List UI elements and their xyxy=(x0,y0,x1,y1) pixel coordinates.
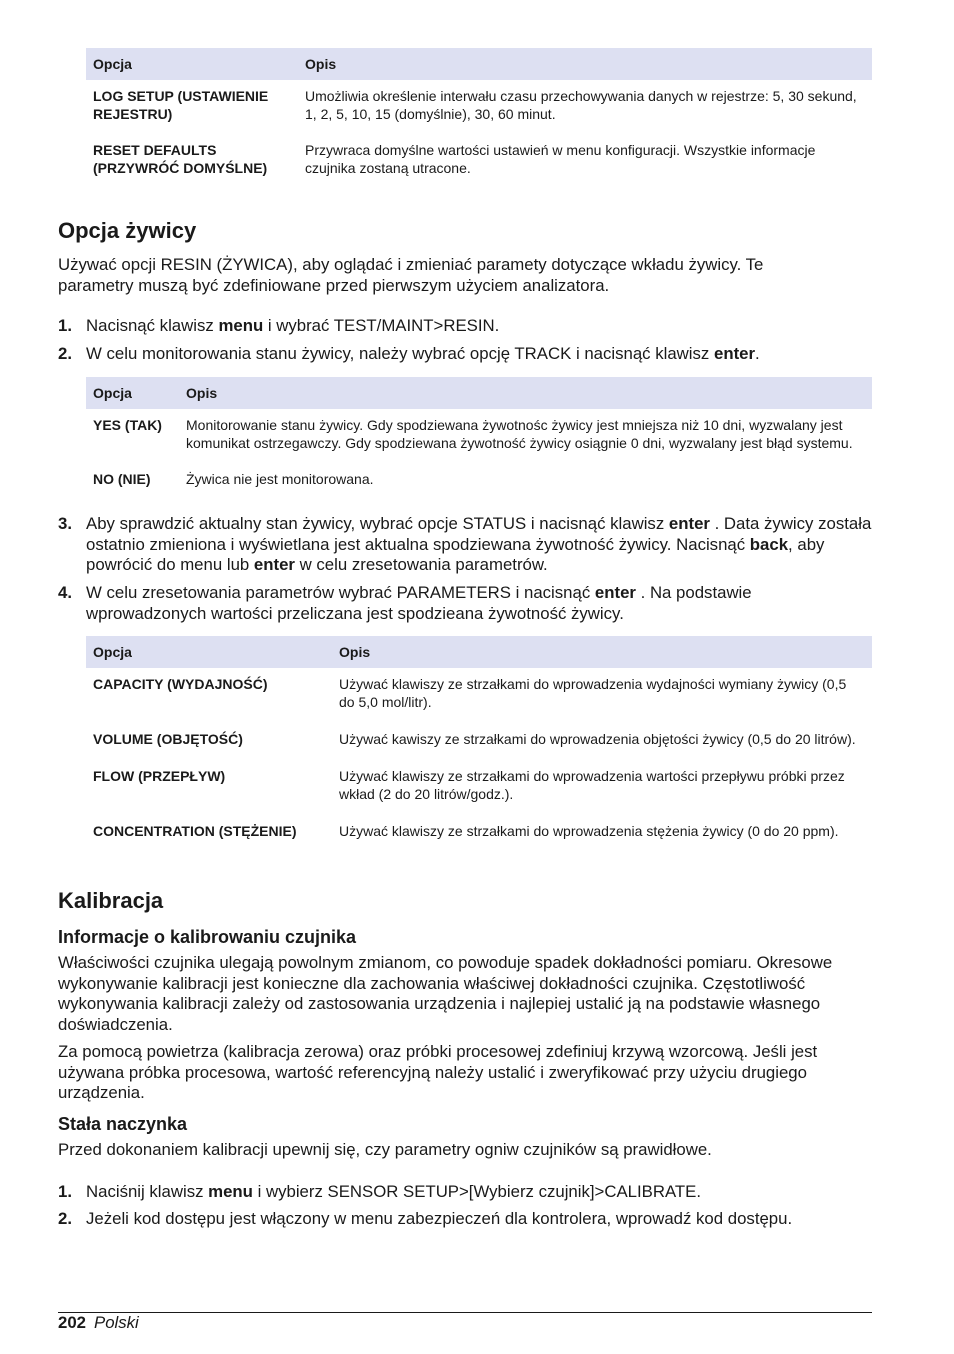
option-description: Używać klawiszy ze strzałkami do wprowadzenia wydajności wymiany żywicy (0,5 do 5,0 mol/litr). xyxy=(339,676,847,710)
calibration-step-2: 2. Jeżeli kod dostępu jest włączony w menu zabezpieczeń dla kontrolera, wprowadź kod dostępu. xyxy=(58,1209,793,1228)
footer-language: Polski xyxy=(94,1313,139,1332)
option-description: Używać klawiszy ze strzałkami do wprowadzenia wartości przepływu próbki przez wkład (2 do 20 litrów/godz.). xyxy=(339,768,845,802)
option-name: YES (TAK) xyxy=(93,417,162,433)
option-description: Przywraca domyślne wartości ustawień w menu konfiguracji. Wszystkie informacje czujnika zostaną utracone. xyxy=(305,142,816,176)
resin-step-3: 3. Aby sprawdzić aktualny stan żywicy, wybrać opcje STATUS i nacisnąć klawisz enter . Data żywicy została ostatnio zmieniona i wyświetlana jest aktualna spodziewana żywotność żywicy. Nacisnąć back, aby powrócić do menu lub enter w celu zresetowania parametrów. xyxy=(58,514,872,574)
resin-step-1: 1. Nacisnąć klawisz menu i wybrać TEST/MAINT>RESIN. xyxy=(58,316,500,335)
subheading-calibration-info: Informacje o kalibrowaniu czujnika xyxy=(58,927,357,947)
step-number: 2. xyxy=(58,1209,72,1228)
track-options-table xyxy=(86,377,872,494)
table-row xyxy=(86,464,872,494)
calibration-step-1: 1. Naciśnij klawisz menu i wybierz SENSOR SETUP>[Wybierz czujnik]>CALIBRATE. xyxy=(58,1182,702,1201)
resin-intro: Używać opcji RESIN (ŻYWICA), aby oglądać i zmieniać paramety dotyczące wkładu żywicy. Te parametry muszą być zdefiniowane przed pierwszym użyciem analizatora. xyxy=(58,255,764,295)
option-name: FLOW (PRZEPŁYW) xyxy=(93,768,226,784)
option-description: Używać kawiszy ze strzałkami do wprowadzenia objętości żywicy (0,5 do 20 litrów). xyxy=(339,731,856,747)
option-name: LOG SETUP (USTAWIENIE REJESTRU) xyxy=(93,88,269,122)
table-row xyxy=(86,135,872,183)
resin-step-4: 4. W celu zresetowania parametrów wybrać PARAMETERS i nacisnąć enter . Na podstawie wprowadzonych wartości przeliczana jest spodzieana żywotność żywicy. xyxy=(58,583,752,623)
table-row xyxy=(86,409,872,464)
option-description: Monitorowanie stanu żywicy. Gdy spodziewana żywotnośc żywicy jest mniejsza niż 10 dni, wyzwalany jest komunikat ostrzegawczy. Gdy spodziewana żywotność żywicy osiągnie 0 dni, wyzwalany jest błąd systemu. xyxy=(186,417,853,451)
col-header-description: Opis xyxy=(298,48,872,80)
col-header-option: Opcja xyxy=(86,377,179,409)
footer-divider xyxy=(58,1312,872,1313)
col-header-option: Opcja xyxy=(86,636,332,668)
resin-step-2: 2. W celu monitorowania stanu żywicy, należy wybrać opcję TRACK i nacisnąć klawisz enter. xyxy=(58,344,760,363)
parameters-options-table xyxy=(86,636,872,846)
table-row xyxy=(86,816,872,846)
option-description: Używać klawiszy ze strzałkami do wprowadzenia stężenia żywicy (0 do 20 ppm). xyxy=(339,823,839,839)
col-header-description: Opis xyxy=(332,636,872,668)
col-header-description: Opis xyxy=(179,377,872,409)
log-options-table xyxy=(86,48,872,183)
calibration-para-3: Przed dokonaniem kalibracji upewnij się, czy parametry ogniw czujników są prawidłowe. xyxy=(58,1140,712,1159)
step-number: 1. xyxy=(58,316,72,335)
step-number: 4. xyxy=(58,583,72,602)
option-name: VOLUME (OBJĘTOŚĆ) xyxy=(93,731,243,747)
calibration-para-1: Właściwości czujnika ulegają powolnym zmianom, co powoduje spadek dokładności pomiaru. Okresowe wykonywanie kalibracji jest konieczne dla zachowania właściwej dokładności czujnika. Częstotliwość wykonywania kalibracji zależy od zastosowania urządzenia i najlepiej ustalić ją na podstawie własnego doświadczenia. xyxy=(58,953,833,1034)
table-row xyxy=(86,761,872,816)
option-name: NO (NIE) xyxy=(93,471,151,487)
option-name: CAPACITY (WYDAJNOŚĆ) xyxy=(93,676,268,692)
table-row xyxy=(86,724,872,761)
step-number: 2. xyxy=(58,344,72,363)
section-heading-calibration: Kalibracja xyxy=(58,888,164,913)
calibration-para-2: Za pomocą powietrza (kalibracja zerowa) oraz próbki procesowej zdefiniuj krzywą wzorcową. Jeśli jest używana próbka procesowa, wartość referencyjną należy ustalić i zweryfikować przy użyciu drugiego urządzenia. xyxy=(58,1042,818,1102)
col-header-option: Opcja xyxy=(86,48,298,80)
table-row xyxy=(86,668,872,724)
option-name: RESET DEFAULTS (PRZYWRÓĆ DOMYŚLNE) xyxy=(93,142,268,176)
option-name: CONCENTRATION (STĘŻENIE) xyxy=(93,823,297,839)
subheading-cell-constant: Stała naczynka xyxy=(58,1114,188,1134)
step-number: 1. xyxy=(58,1182,72,1201)
table-row xyxy=(86,80,872,135)
page-footer xyxy=(58,1313,139,1333)
page-number: 202 xyxy=(58,1313,86,1332)
option-description: Żywica nie jest monitorowana. xyxy=(186,471,374,487)
section-heading-resin: Opcja żywicy xyxy=(58,218,197,243)
step-number: 3. xyxy=(58,514,72,533)
option-description: Umożliwia określenie interwału czasu przechowywania danych w rejestrze: 5, 30 sekund, 1, 2, 5, 10, 15 (domyślnie), 30, 60 minut. xyxy=(305,88,857,122)
